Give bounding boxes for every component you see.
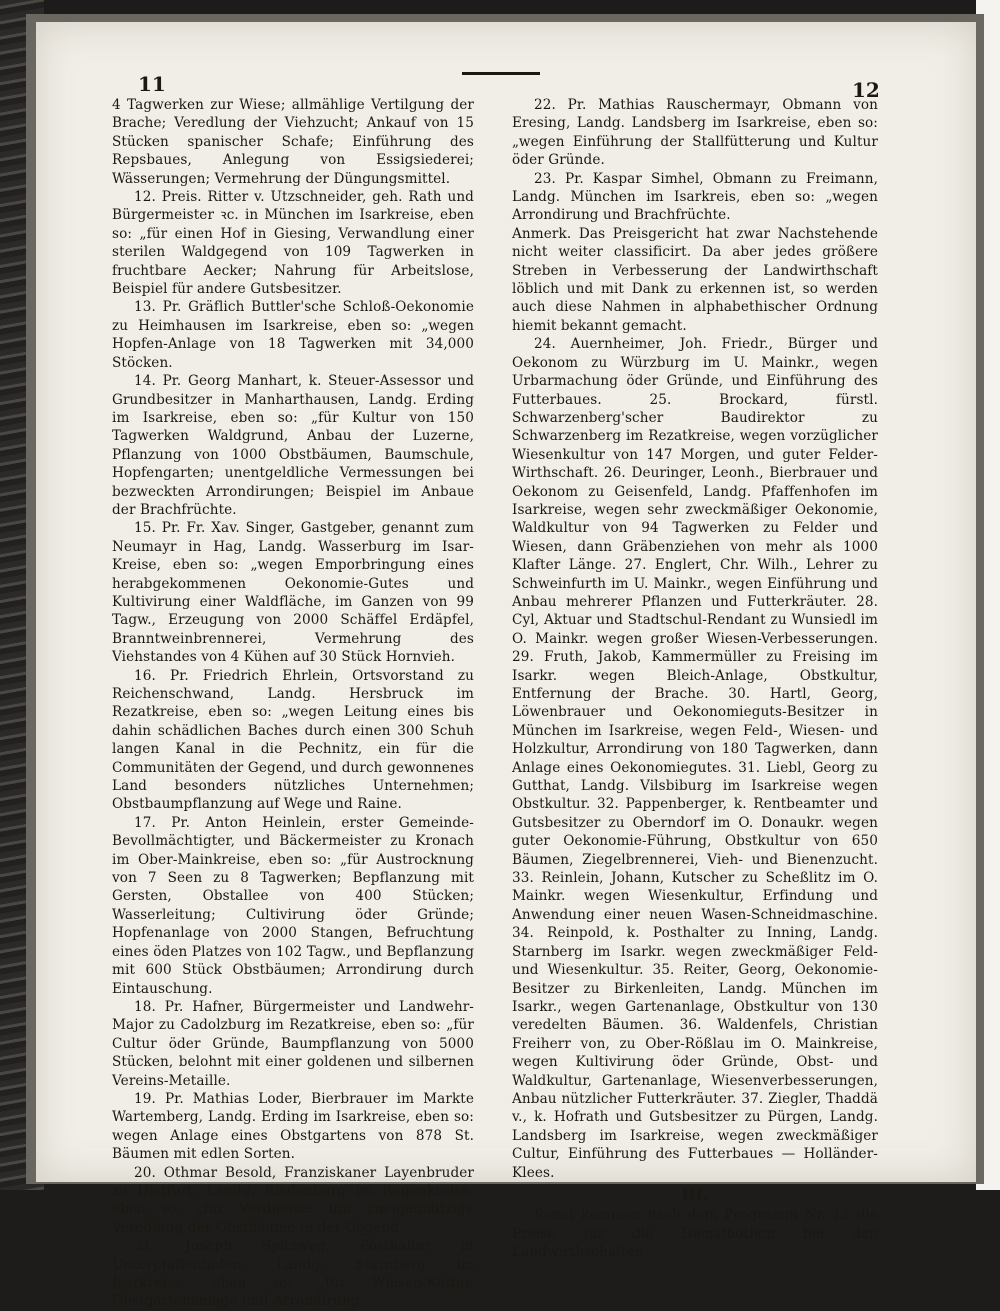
paragraph: 18. Pr. Hafner, Bürgermeister und Landwehr-Major zu Cadolzburg im Rezatkreise, eben so: „für Cultur öder Gründe, Baumpflanzung von 5000 Stücken, belohnt mit einer goldenen und silbernen Vereins-Metaille. <box>112 998 474 1089</box>
paragraph: 22. Pr. Mathias Rauschermayr, Obmann von Eresing, Landg. Landsberg im Isarkreise, eben so: „wegen Einführung der Stallfütterung und Kultur öder Gründe. <box>512 97 878 169</box>
section-heading: III. <box>681 1185 709 1204</box>
paragraph: 14. Pr. Georg Manhart, k. Steuer-Assessor und Grundbesitzer in Manharthausen, Landg. Erding im Isarkreise, eben so: „für Kultur von 150 Tagwerken Waldgrund, Anbau der Luzerne, Pflanzung von 1000 Obstbäumen, Baumschule, Hopfengarten; unentgeldliche Vermessungen bei bezweckten Arrondirungen; Beispiel im Anbaue der Brachfrüchte. <box>112 373 474 518</box>
right-column <box>512 96 878 1262</box>
paragraph: 20. Othmar Besold, Franziskaner Layenbruder zu Dietfurt, Landg. Riedenburg im Regenkreise, eben so: „für Verdienste um uneigennützige Veredlung der Obstbäume in der Gegend. <box>112 1164 474 1236</box>
paragraph: 19. Pr. Mathias Loder, Bierbrauer im Markte Wartemberg, Landg. Erding im Isarkreise, eben so: wegen Anlage eines Obstgartens von 878 St. Bäumen mit edlen Sorten. <box>112 1090 474 1163</box>
paragraph: 17. Pr. Anton Heinlein, erster Gemeinde-Bevollmächtigter, und Bäckermeister zu Kronach im Ober-Mainkreise, eben so: „für Austrocknung von 7 Seen zu 8 Tagwerken; Bepflanzung mit Gersten, Obstallee von 400 Stücken; Wasserleitung; Cultivirung öder Gründe; Hopfenanlage von 2000 Stangen, Befruchtung eines öden Platzes von 102 Tagw., und Bepflanzung mit 600 Stück Obstbäumen; Arrondirung durch Eintauschung. <box>112 814 474 997</box>
paragraph: 16. Pr. Friedrich Ehrlein, Ortsvorstand zu Reichenschwand, Landg. Hersbruck im Rezatkreise, eben so: „wegen Leitung eines bis dahin schädlichen Baches durch einen 300 Schuh langen Kanal in die Pechnitz, ein für die Communitäten der Gegend, und durch gewonnenes Land besonders nützliches Unternehmen; Obstbaumpflanzung auf Wege und Raine. <box>112 667 474 813</box>
paragraph: 13. Pr. Gräflich Buttler'sche Schloß-Oekonomie zu Heimhausen im Isarkreise, eben so: „wegen Hopfen-Anlage von 18 Tagwerken mit 34,000 Stöcken. <box>112 299 474 371</box>
paragraph: 21. Joseph Spitzweg, Posthalter in Unterpfaffenhofen, Landg. Starnberg im Isarkreise, eben so: „für Wiesen-Kultur, Obstgartenanlage und Arrondirung. <box>112 1238 474 1310</box>
paragraph: 4 Tagwerken zur Wiese; allmählige Vertilgung der Brache; Veredlung der Viehzucht; Ankauf von 15 Stücken spanischer Schafe; Einführung des Repsbaues, Anlegung von Essigsiederei; Wässerungen; Vermehrung der Düngungsmittel. <box>112 97 474 187</box>
page-number-left: 11 <box>138 72 166 96</box>
paragraph: 23. Pr. Kaspar Simhel, Obmann zu Freimann, Landg. München im Isarkreis, eben so: „wegen Arrondirung und Brachfrüchte. <box>512 170 878 224</box>
annotation-note: Anmerk. Das Preisgericht hat zwar Nachstehende nicht weiter classificirt. Da aber jedes größere Streben in Verbesserung der Landwirthschaft löblich und mit Dank zu erkennen ist, so werden auch diese Nahmen in alphabethischer Ordnung hiemit bekannt gemacht. <box>512 225 878 334</box>
header-rule <box>462 72 540 75</box>
left-column <box>112 96 474 1311</box>
paragraph: Somit kammen nach dem Programm Nr. 13 die Preise für die Dienstbothen bei den Landwirthschaften <box>512 1207 878 1261</box>
paragraph: 15. Pr. Fr. Xav. Singer, Gastgeber, genannt zum Neumayr in Hag, Landg. Wasserburg im Isar-Kreise, eben so: „wegen Emporbringung eines herabgekommenen Oekonomie-Gutes und Kultivirung einer Waldfläche, im Ganzen von 99 Tagw., Erzeugung von 2000 Schäffel Erdäpfel, Branntweinbrennerei, Vermehrung des Viehstandes von 4 Kühen auf 30 Stück Hornvieh. <box>112 520 474 666</box>
paragraph: 24. Auernheimer, Joh. Friedr., Bürger und Oekonom zu Würzburg im U. Mainkr., wegen Urbarmachung öder Gründe, und Einführung des Futterbaues. 25. Brockard, fürstl. Schwarzenberg'scher Baudirektor zu Schwarzenberg im Rezatkreise, wegen vorzüglicher Wiesenkultur von 147 Morgen, und guter Felder-Wirthschaft. 26. Deuringer, Leonh., Bierbrauer und Oekonom zu Geisenfeld, Landg. Pfaffenhofen im Isarkreise, wegen sehr zweckmäßiger Oekonomie, Waldkultur von 94 Tagwerken zu Felder und Wiesen, dann Gräbenziehen von mehr als 1000 Klafter Länge. 27. Englert, Chr. Wilh., Lehrer zu Schweinfurth im U. Mainkr., wegen Einführung und Anbau mehrerer Pflanzen und Futterkräuter. 28. Cyl, Aktuar und Stadtschul-Rendant zu Wunsiedl im O. Mainkr. wegen großer Wiesen-Verbesserungen. 29. Fruth, Jakob, Kammermüller zu Freising im Isarkr. wegen Bleich-Anlage, Obstkultur, Entfernung der Brache. 30. Hartl, Georg, Löwenbrauer und Oekonomieguts-Besitzer in München im Isarkreise, wegen Feld-, Wiesen- und Holzkultur, Arrondirung von 180 Tagwerken, dann Anlage eines Oekonomiegutes. 31. Liebl, Georg zu Gutthat, Landg. Vilsbiburg im Isarkreise wegen Obstkultur. 32. Pappenberger, k. Rentbeamter und Gutsbesitzer zu Oberndorf im O. Donaukr. wegen guter Oekonomie-Führung, Obstkultur von 650 Bäumen, Ziegelbrennerei, Vieh- und Bienenzucht. 33. Reinlein, Johann, Kutscher zu Scheßlitz im O. Mainkr. wegen Wiesenkultur, Erfindung und Anwendung einer neuen Wasen-Schneidmaschine. 34. Reinpold, k. Posthalter zu Inning, Landg. Starnberg im Isarkr. wegen zweckmäßiger Feld- und Wiesenkultur. 35. Reiter, Georg, Oekonomie-Besitzer zu Birkenleiten, Landg. München im Isarkr., wegen Gartenanlage, Obstkultur von 130 veredelten Bäumen. 36. Waldenfels, Christian Freiherr von, zu Ober-Rößlau im O. Mainkreise, wegen Kultivirung öder Gründe, Obst- und Waldkultur, Gartenanlage, Wiesenverbesserungen, Anbau nützlicher Futterkräuter. 37. Ziegler, Thaddä v., k. Hofrath und Gutsbesitzer zu Pürgen, Landg. Landsberg im Isarkreise, wegen zweckmäßiger Cultur, Einführung des Futterbaues — Holländer-Klees. <box>512 336 878 1181</box>
page-number-right: 12 <box>852 78 880 102</box>
paragraph: 12. Preis. Ritter v. Utzschneider, geh. Rath und Bürgermeister ꝛc. in München im Isarkreise, eben so: „für einen Hof in Giesing, Verwandlung einer sterilen Waldgegend von 109 Tagwerken in fruchtbare Aecker; Nahrung für Arbeitslose, Beispiel für andere Gutsbesitzer. <box>112 189 474 298</box>
